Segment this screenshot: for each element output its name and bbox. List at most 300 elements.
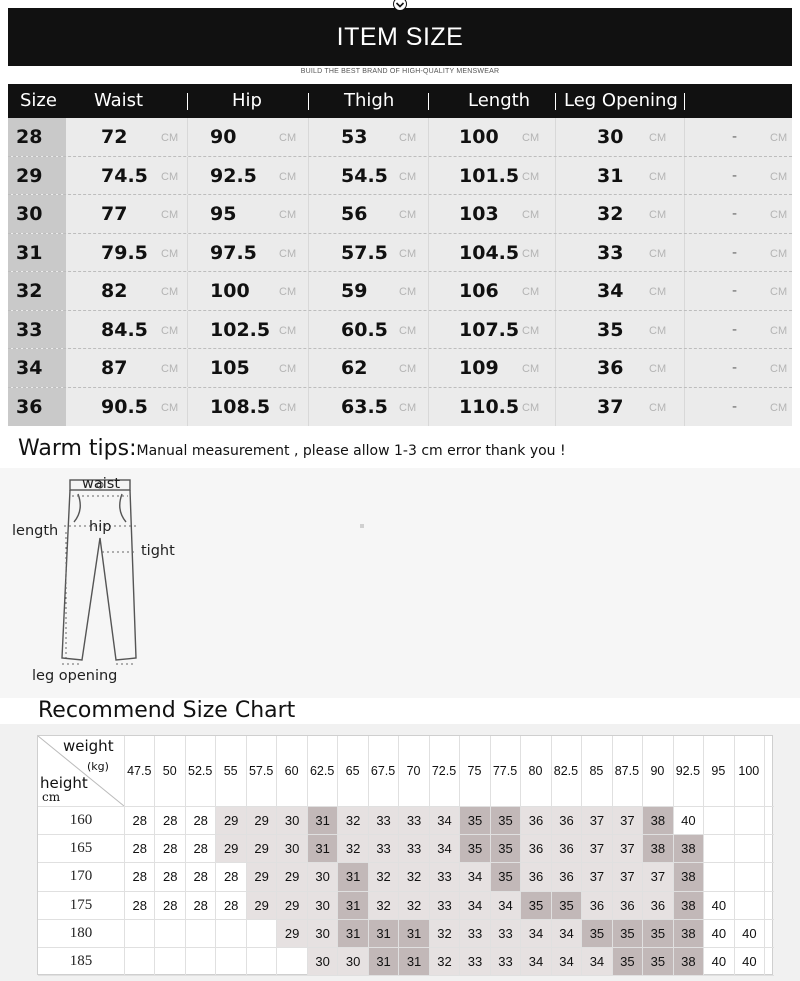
unit-label: CM xyxy=(399,324,417,337)
column-divider xyxy=(684,157,685,195)
size-row xyxy=(8,388,792,427)
measure-length: 110.5 xyxy=(459,395,520,418)
column-divider xyxy=(187,195,188,233)
unit-label: CM xyxy=(161,209,179,221)
unit-label: CM xyxy=(399,286,417,298)
size-recommend-cell: 36 xyxy=(552,835,581,862)
column-divider xyxy=(684,388,685,427)
measure-length: 106 xyxy=(459,280,499,302)
size-row xyxy=(8,234,792,273)
size-recommend-cell xyxy=(735,863,764,890)
column-divider xyxy=(187,272,188,310)
size-recommend-cell: 28 xyxy=(223,897,239,913)
column-divider xyxy=(684,234,685,272)
size-recommend-cell: 38 xyxy=(674,948,703,975)
size-recommend-cell: 36 xyxy=(643,892,672,919)
recommend-size-chart-title: Recommend Size Chart xyxy=(38,698,296,723)
warm-tips xyxy=(18,436,566,461)
size-recommend-cell xyxy=(277,948,306,975)
size-recommend-cell: 30 xyxy=(308,920,337,947)
weight-label: weight xyxy=(63,737,114,755)
size-recommend-cell: 36 xyxy=(552,863,581,890)
size-recommend-cell: 35 xyxy=(460,807,489,834)
size-recommend-cell: 32 xyxy=(399,863,428,890)
size-recommend-cell: 36 xyxy=(613,892,642,919)
weight-header: 77.5 xyxy=(492,764,518,778)
label-leg-opening: leg opening xyxy=(32,668,118,684)
unit-label: CM xyxy=(522,132,540,144)
size-recommend-cell: 31 xyxy=(338,920,367,947)
size-recommend-cell: 40 xyxy=(711,954,727,969)
size-recommend-cell: 35 xyxy=(613,948,642,975)
size-recommend-cell: 33 xyxy=(399,807,428,834)
size-recommend-cell: 37 xyxy=(643,863,672,890)
unit-label: CM xyxy=(649,363,667,375)
measurement-diagram xyxy=(0,468,800,698)
size-recommend-cell: 30 xyxy=(308,892,337,919)
size-recommend-cell: 28 xyxy=(132,841,147,857)
height-header: 175 xyxy=(69,896,93,913)
size-recommend-cell: 34 xyxy=(552,920,581,947)
measure-thigh: 60.5 xyxy=(341,318,388,341)
column-divider xyxy=(555,349,556,387)
size-recommend-cell xyxy=(704,835,733,862)
unit-label: CM xyxy=(770,401,788,414)
empty-cell-dash: - xyxy=(732,321,738,338)
column-divider xyxy=(428,349,429,387)
unit-label: CM xyxy=(161,132,179,144)
column-divider xyxy=(428,311,429,349)
size-recommend-cell: 33 xyxy=(460,920,489,947)
size-recommend-cell: 36 xyxy=(521,835,550,862)
size-recommend-cell xyxy=(125,948,154,975)
measure-leg: 33 xyxy=(597,241,624,264)
header-divider xyxy=(308,93,309,110)
measure-hip: 100 xyxy=(210,280,250,302)
size-recommend-cell: 28 xyxy=(162,897,178,913)
column-divider xyxy=(187,118,188,156)
column-divider xyxy=(428,272,429,310)
warm-tips-text: Manual measurement , please allow 1-3 cm error thank you ! xyxy=(136,443,566,459)
size-recommend-cell xyxy=(186,920,215,947)
size-recommend-cell: 34 xyxy=(491,892,520,919)
unit-label: CM xyxy=(522,209,540,221)
measure-hip: 97.5 xyxy=(210,241,257,264)
size-recommend-cell: 37 xyxy=(582,863,611,890)
size-recommend-cell: 33 xyxy=(430,863,459,890)
height-header: 160 xyxy=(69,812,93,828)
size-row xyxy=(8,118,792,157)
size-recommend-cell: 32 xyxy=(369,863,398,890)
size-recommend-cell: 37 xyxy=(613,807,642,834)
weight-header: 87.5 xyxy=(614,764,640,778)
weight-header: 47.5 xyxy=(127,764,152,778)
size-recommend-cell: 29 xyxy=(247,807,276,834)
size-row xyxy=(8,311,792,350)
column-divider xyxy=(555,311,556,349)
size-cell: 28 xyxy=(8,118,66,156)
measure-leg: 30 xyxy=(597,126,624,148)
size-recommend-cell: 35 xyxy=(460,835,489,862)
unit-label: CM xyxy=(399,363,417,375)
header-divider xyxy=(187,93,188,110)
size-recommend-cell: 30 xyxy=(338,948,367,975)
measure-length: 101.5 xyxy=(459,164,520,187)
size-recommend-cell: 34 xyxy=(430,807,459,834)
size-recommend-cell: 32 xyxy=(338,835,367,862)
column-header-leg-opening: Leg Opening xyxy=(564,90,678,111)
column-divider xyxy=(555,388,556,427)
size-recommend-cell xyxy=(247,948,276,975)
size-recommend-cell: 31 xyxy=(308,807,337,834)
weight-header: 55 xyxy=(223,764,238,778)
unit-label: CM xyxy=(279,170,297,183)
size-cell: 34 xyxy=(8,349,66,387)
size-recommend-cell: 28 xyxy=(132,813,147,828)
unit-label: CM xyxy=(522,170,540,183)
measure-hip: 102.5 xyxy=(210,318,271,341)
measure-leg: 34 xyxy=(597,280,624,302)
weight-header: 65 xyxy=(345,764,360,778)
size-recommend-cell: 38 xyxy=(674,863,703,890)
empty-cell-dash: - xyxy=(732,398,738,415)
column-divider xyxy=(684,118,685,156)
measure-hip: 92.5 xyxy=(210,164,257,187)
weight-header: 80 xyxy=(528,764,543,778)
label-tight: tight xyxy=(141,543,175,559)
measure-length: 104.5 xyxy=(459,241,520,264)
measure-leg: 32 xyxy=(597,203,624,225)
unit-label: CM xyxy=(770,132,788,144)
measure-waist: 77 xyxy=(101,203,128,225)
size-row xyxy=(8,157,792,196)
size-recommend-cell: 29 xyxy=(277,920,306,947)
size-recommend-cell: 29 xyxy=(247,863,276,890)
weight-header: 62.5 xyxy=(309,764,335,778)
unit-label: CM xyxy=(522,286,540,298)
brand-tagline: BUILD THE BEST BRAND OF HIGH-QUALITY MENSWEAR xyxy=(300,68,500,75)
size-recommend-cell: 28 xyxy=(193,813,208,828)
unit-label: CM xyxy=(279,324,297,337)
unit-label: CM xyxy=(522,324,540,337)
size-recommend-cell: 32 xyxy=(399,892,428,919)
column-divider xyxy=(684,272,685,310)
column-divider xyxy=(187,234,188,272)
recommend-grid xyxy=(37,735,773,975)
measure-leg: 35 xyxy=(597,318,624,341)
weight-header: 70 xyxy=(406,764,421,778)
measure-thigh: 53 xyxy=(341,126,368,148)
size-recommend-cell: 31 xyxy=(369,920,398,947)
size-recommend-cell: 32 xyxy=(369,892,398,919)
measure-leg: 36 xyxy=(597,357,624,379)
measure-thigh: 57.5 xyxy=(341,241,388,264)
unit-label: CM xyxy=(279,401,297,414)
size-recommend-cell: 36 xyxy=(521,807,550,834)
size-recommend-cell: 35 xyxy=(582,920,611,947)
column-divider xyxy=(428,234,429,272)
weight-header: 60 xyxy=(284,764,299,778)
measure-waist: 79.5 xyxy=(101,241,148,264)
size-recommend-cell: 28 xyxy=(132,897,147,913)
size-recommend-cell: 38 xyxy=(643,835,672,862)
size-recommend-cell: 33 xyxy=(399,835,428,862)
column-divider xyxy=(308,311,309,349)
column-divider xyxy=(308,349,309,387)
size-recommend-cell: 29 xyxy=(216,835,245,862)
size-recommend-cell: 36 xyxy=(552,807,581,834)
size-recommend-cell xyxy=(704,807,733,834)
measure-waist: 84.5 xyxy=(101,318,148,341)
size-recommend-cell: 33 xyxy=(430,892,459,919)
label-waist: waist xyxy=(82,476,121,492)
size-recommend-cell: 35 xyxy=(643,948,672,975)
empty-cell-dash: - xyxy=(732,167,738,184)
measure-length: 109 xyxy=(459,357,499,379)
measure-waist: 72 xyxy=(101,126,128,148)
measure-thigh: 62 xyxy=(341,357,368,379)
height-header: 185 xyxy=(69,953,93,969)
size-recommend-cell: 28 xyxy=(132,869,147,885)
size-recommend-cell: 35 xyxy=(521,892,550,919)
size-recommend-cell: 34 xyxy=(460,863,489,890)
size-recommend-cell: 31 xyxy=(308,835,337,862)
size-recommend-cell: 28 xyxy=(223,869,239,885)
warm-tips-label: Warm tips: xyxy=(18,436,137,461)
column-divider xyxy=(555,195,556,233)
size-recommend-cell xyxy=(704,863,733,890)
unit-label: CM xyxy=(399,132,417,144)
size-recommend-cell: 35 xyxy=(491,835,520,862)
size-recommend-cell xyxy=(735,892,764,919)
unit-label: CM xyxy=(649,132,667,144)
grid-line xyxy=(764,736,765,976)
size-recommend-cell: 40 xyxy=(711,897,727,913)
weight-header: 82.5 xyxy=(553,764,579,778)
size-cell: 31 xyxy=(8,234,66,272)
size-row xyxy=(8,272,792,311)
size-recommend-cell: 28 xyxy=(193,897,208,913)
unit-label: CM xyxy=(279,132,297,144)
size-recommend-cell: 34 xyxy=(430,835,459,862)
height-header: 165 xyxy=(69,840,93,857)
size-recommend-cell xyxy=(247,920,276,947)
measure-hip: 95 xyxy=(210,203,237,225)
unit-label: CM xyxy=(522,247,540,260)
column-header-waist: Waist xyxy=(94,90,144,111)
size-recommend-cell: 29 xyxy=(277,892,306,919)
unit-label: CM xyxy=(649,209,667,221)
height-header: 180 xyxy=(69,924,93,941)
empty-cell-dash: - xyxy=(732,129,738,145)
empty-cell-dash: - xyxy=(732,206,738,222)
pants-outline-icon xyxy=(0,468,800,698)
column-divider xyxy=(187,349,188,387)
unit-label: CM xyxy=(161,324,179,337)
size-recommend-cell: 36 xyxy=(521,863,550,890)
column-divider xyxy=(308,195,309,233)
size-recommend-cell: 28 xyxy=(193,869,208,885)
unit-label: CM xyxy=(770,363,788,375)
size-recommend-cell xyxy=(155,920,184,947)
size-recommend-cell: 33 xyxy=(491,920,520,947)
unit-label: CM xyxy=(161,247,179,260)
cm-label: cm xyxy=(42,790,61,804)
unit-label: CM xyxy=(279,363,297,375)
unit-label: CM xyxy=(399,209,417,221)
measure-leg: 37 xyxy=(597,395,624,418)
measure-waist: 90.5 xyxy=(101,395,148,418)
size-recommend-cell xyxy=(735,807,764,834)
unit-label: CM xyxy=(649,247,667,260)
size-recommend-cell: 33 xyxy=(491,948,520,975)
unit-label: CM xyxy=(770,170,788,183)
column-divider xyxy=(684,311,685,349)
banner-title: ITEM SIZE xyxy=(336,22,464,51)
measure-waist: 82 xyxy=(101,280,128,302)
unit-label: CM xyxy=(770,286,788,298)
size-recommend-cell: 35 xyxy=(643,920,672,947)
size-recommend-cell: 34 xyxy=(552,948,581,975)
size-recommend-cell: 34 xyxy=(521,920,550,947)
height-header: 170 xyxy=(69,868,93,885)
measure-thigh: 59 xyxy=(341,280,368,302)
size-table-body xyxy=(8,118,792,426)
unit-label: CM xyxy=(649,170,667,183)
empty-cell-dash: - xyxy=(732,360,738,376)
unit-label: CM xyxy=(399,401,417,414)
weight-header: 57.5 xyxy=(248,764,274,778)
size-recommend-cell: 34 xyxy=(521,948,550,975)
measure-thigh: 63.5 xyxy=(341,395,388,418)
unit-label: CM xyxy=(279,247,297,260)
unit-label: CM xyxy=(279,286,297,298)
measure-thigh: 56 xyxy=(341,203,368,225)
unit-label: CM xyxy=(522,363,540,375)
size-recommend-cell: 29 xyxy=(216,807,245,834)
column-divider xyxy=(308,272,309,310)
weight-header: 52.5 xyxy=(188,764,213,778)
size-recommend-cell: 31 xyxy=(369,948,398,975)
size-row xyxy=(8,349,792,388)
size-recommend-cell: 30 xyxy=(277,835,306,862)
measure-hip: 108.5 xyxy=(210,395,271,418)
column-divider xyxy=(428,118,429,156)
size-recommend-cell xyxy=(216,948,245,975)
size-recommend-cell: 34 xyxy=(460,892,489,919)
size-recommend-cell: 35 xyxy=(613,920,642,947)
unit-label: CM xyxy=(399,247,417,260)
size-recommend-cell: 28 xyxy=(162,813,178,828)
size-recommend-cell: 35 xyxy=(552,892,581,919)
unit-label: CM xyxy=(649,324,667,337)
column-header-thigh: Thigh xyxy=(344,90,395,111)
weight-header: 72.5 xyxy=(431,764,457,778)
measure-waist: 74.5 xyxy=(101,164,148,187)
column-divider xyxy=(555,234,556,272)
size-recommend-cell: 36 xyxy=(582,892,611,919)
measure-length: 100 xyxy=(459,126,499,148)
size-recommend-cell: 37 xyxy=(582,835,611,862)
unit-label: CM xyxy=(279,209,297,221)
chevron-down-icon xyxy=(392,0,408,14)
size-recommend-cell: 29 xyxy=(277,863,306,890)
size-recommend-cell: 40 xyxy=(711,925,727,941)
size-recommend-cell: 28 xyxy=(193,841,208,857)
column-divider xyxy=(187,157,188,195)
size-recommend-cell: 37 xyxy=(613,835,642,862)
kg-label: (kg) xyxy=(87,760,109,773)
size-recommend-cell xyxy=(216,920,245,947)
size-recommend-cell: 30 xyxy=(308,863,337,890)
unit-label: CM xyxy=(770,324,788,337)
unit-label: CM xyxy=(161,401,179,414)
column-divider xyxy=(187,311,188,349)
unit-label: CM xyxy=(161,363,179,375)
measure-leg: 31 xyxy=(597,164,624,187)
measure-length: 107.5 xyxy=(459,318,520,341)
label-hip: hip xyxy=(89,519,112,535)
unit-label: CM xyxy=(399,170,417,183)
empty-cell-dash: - xyxy=(732,283,738,299)
unit-label: CM xyxy=(161,286,179,298)
unit-label: CM xyxy=(649,401,667,414)
size-row xyxy=(8,195,792,234)
column-divider xyxy=(555,118,556,156)
size-recommend-cell: 38 xyxy=(674,835,703,862)
column-divider xyxy=(428,157,429,195)
size-recommend-cell: 37 xyxy=(613,863,642,890)
size-recommend-cell: 40 xyxy=(681,813,696,828)
size-recommend-cell: 28 xyxy=(162,841,178,857)
size-cell: 29 xyxy=(8,157,66,195)
size-recommend-cell: 32 xyxy=(430,948,459,975)
unit-label: CM xyxy=(770,209,788,221)
size-recommend-cell: 33 xyxy=(369,807,398,834)
size-recommend-cell: 38 xyxy=(643,807,672,834)
weight-header: 50 xyxy=(162,764,177,778)
weight-header: 95 xyxy=(711,764,726,778)
measure-thigh: 54.5 xyxy=(341,164,388,187)
weight-header: 67.5 xyxy=(370,764,396,778)
column-divider xyxy=(555,272,556,310)
empty-cell-dash: - xyxy=(732,244,738,261)
size-recommend-cell: 33 xyxy=(369,835,398,862)
size-cell: 36 xyxy=(8,388,66,427)
column-divider xyxy=(555,157,556,195)
measure-hip: 90 xyxy=(210,126,237,148)
size-recommend-cell xyxy=(155,948,184,975)
size-recommend-cell: 38 xyxy=(674,920,703,947)
measure-waist: 87 xyxy=(101,357,128,379)
header-divider xyxy=(428,93,429,110)
size-recommend-cell: 31 xyxy=(399,948,428,975)
size-recommend-cell xyxy=(125,920,154,947)
size-recommend-cell: 37 xyxy=(582,807,611,834)
size-recommend-cell: 31 xyxy=(399,920,428,947)
size-recommend-cell: 33 xyxy=(460,948,489,975)
size-table xyxy=(8,84,792,426)
measure-hip: 105 xyxy=(210,357,250,379)
size-recommend-cell: 40 xyxy=(742,925,757,941)
column-header-size: Size xyxy=(20,90,57,111)
size-recommend-cell xyxy=(735,835,764,862)
column-divider xyxy=(684,195,685,233)
weight-header: 92.5 xyxy=(675,764,701,778)
size-recommend-cell: 31 xyxy=(338,863,367,890)
size-recommend-cell: 30 xyxy=(277,807,306,834)
column-divider xyxy=(428,195,429,233)
